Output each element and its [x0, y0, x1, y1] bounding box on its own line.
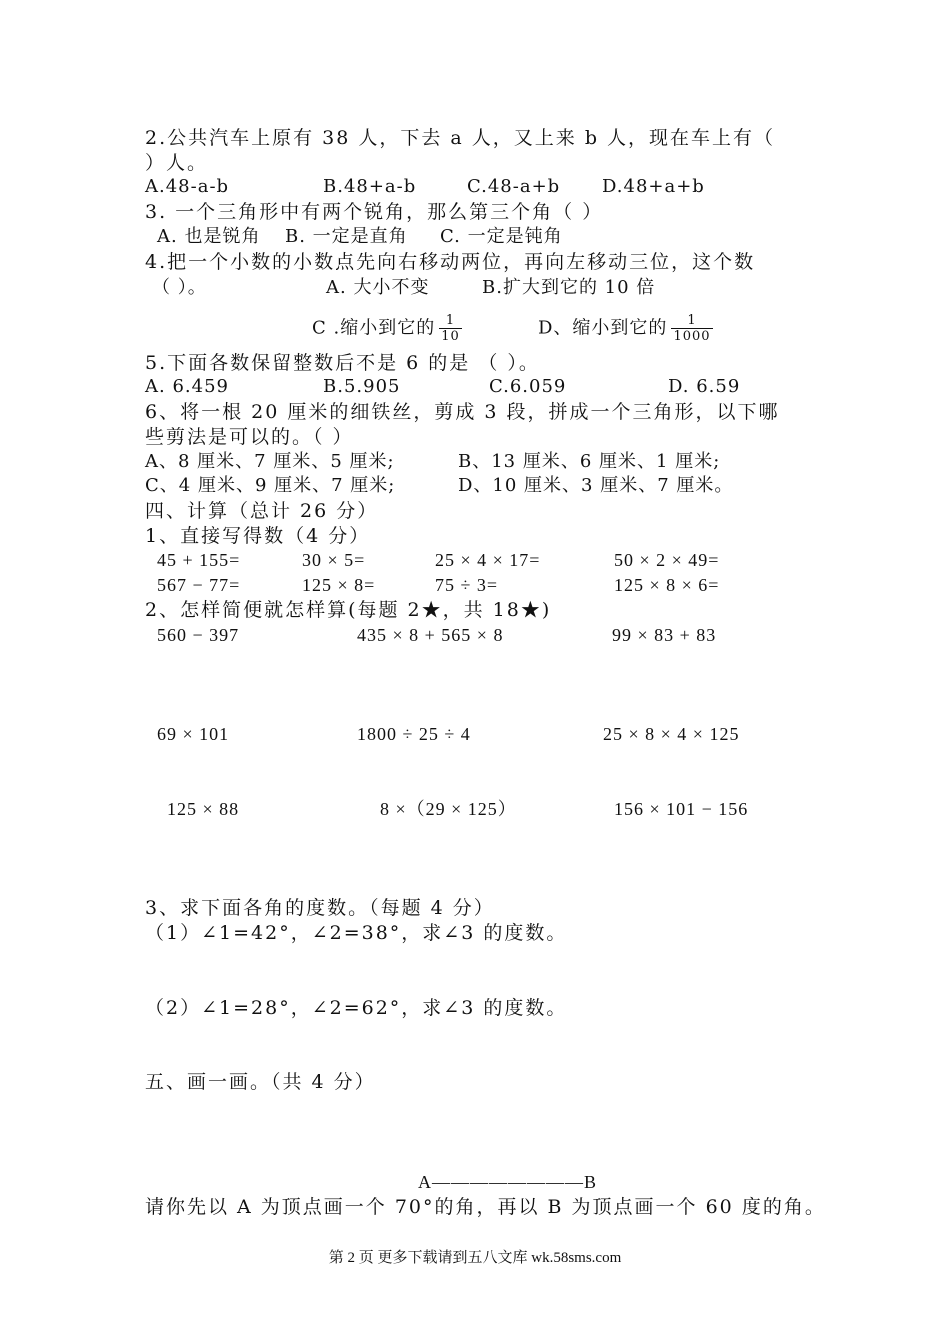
angle-question-2: （2）∠1=28°，∠2=62°，求∠3 的度数。 — [145, 997, 568, 1019]
simplify-calc-item: 8 ×（29 × 125） — [380, 799, 517, 819]
section4-part2-title: 2、怎样简便就怎样算(每题 2★，共 18★) — [145, 599, 552, 621]
drawing-instruction: 请你先以 A 为顶点画一个 70°的角，再以 B 为顶点画一个 60 度的角。 — [145, 1196, 826, 1218]
fraction-1-1000 — [671, 313, 712, 344]
page-footer: 第 2 页 更多下载请到五八文库 wk.58sms.com — [328, 1250, 622, 1266]
q4-option-c-text: C .缩小到它的 — [312, 317, 436, 339]
q4-option-d — [538, 313, 713, 344]
simplify-calc-item: 435 × 8 + 565 × 8 — [357, 625, 504, 645]
q6-option-a: A、8 厘米、7 厘米、5 厘米; — [145, 451, 395, 472]
q6-option-c: C、4 厘米、9 厘米、7 厘米; — [145, 475, 396, 496]
q6-stem-line2: 些剪法是可以的。（ ） — [145, 426, 354, 448]
q2-option-c: C.48-a+b — [467, 176, 561, 197]
q4-option-a: A. 大小不变 — [326, 277, 430, 298]
simplify-calc-item: 25 × 8 × 4 × 125 — [603, 724, 740, 744]
simplify-calc-item: 156 × 101 − 156 — [614, 799, 749, 819]
q2-option-d: D.48+a+b — [602, 176, 705, 197]
q4-paren: （ ）。 — [152, 277, 207, 298]
mental-calc-item: 75 ÷ 3= — [435, 575, 499, 595]
q6-option-d: D、10 厘米、3 厘米、7 厘米。 — [458, 475, 734, 496]
fraction-denominator: 1000 — [673, 329, 711, 344]
simplify-calc-item: 1800 ÷ 25 ÷ 4 — [357, 724, 471, 744]
mental-calc-item: 125 × 8= — [302, 575, 376, 595]
fraction-numerator: 1 — [671, 313, 712, 329]
q4-stem: 4.把一个小数的小数点先向右移动两位，再向左移动三位，这个数 — [145, 251, 756, 273]
q6-stem-line1: 6、将一根 20 厘米的细铁丝，剪成 3 段，拼成一个三角形，以下哪 — [145, 401, 780, 423]
q5-option-c: C.6.059 — [489, 376, 567, 397]
section4-title: 四、计算（总计 26 分） — [145, 500, 379, 522]
q5-option-a: A. 6.459 — [145, 376, 229, 397]
mental-calc-item: 125 × 8 × 6= — [614, 575, 720, 595]
q4-option-c — [312, 313, 462, 344]
segment-ab: A————————B — [418, 1172, 598, 1192]
q5-option-d: D. 6.59 — [668, 376, 741, 397]
q4-option-d-text: D、缩小到它的 — [538, 317, 668, 339]
q5-option-b: B.5.905 — [323, 376, 401, 397]
simplify-calc-item: 125 × 88 — [167, 799, 240, 819]
mental-calc-item: 30 × 5= — [302, 550, 366, 570]
section4-part3-title: 3、求下面各角的度数。（每题 4 分） — [145, 897, 495, 919]
q4-option-b: B.扩大到它的 10 倍 — [482, 277, 656, 298]
mental-calc-item: 50 × 2 × 49= — [614, 550, 720, 570]
mental-calc-item: 25 × 4 × 17= — [435, 550, 541, 570]
section5-title: 五、画一画。（共 4 分） — [145, 1071, 376, 1093]
section4-part1-title: 1、直接写得数（4 分） — [145, 525, 371, 547]
q3-option-c: C. 一定是钝角 — [440, 226, 563, 247]
fraction-numerator: 1 — [439, 313, 462, 329]
q3-stem: 3. 一个三角形中有两个锐角，那么第三个角（ ） — [145, 201, 604, 223]
q2-option-a: A.48-a-b — [145, 176, 230, 197]
q5-stem: 5.下面各数保留整数后不是 6 的是 （ ）。 — [145, 352, 540, 374]
simplify-calc-item: 69 × 101 — [157, 724, 230, 744]
fraction-denominator: 10 — [441, 329, 460, 344]
q3-option-a: A. 也是锐角 — [157, 226, 261, 247]
simplify-calc-item: 99 × 83 + 83 — [612, 625, 717, 645]
mental-calc-item: 45 + 155= — [157, 550, 241, 570]
q2-stem-line2: ）人。 — [145, 152, 209, 174]
mental-calc-item: 567 − 77= — [157, 575, 241, 595]
fraction-1-10 — [439, 313, 462, 344]
q3-option-b: B. 一定是直角 — [285, 226, 408, 247]
q2-option-b: B.48+a-b — [323, 176, 417, 197]
simplify-calc-item: 560 − 397 — [157, 625, 240, 645]
q6-option-b: B、13 厘米、6 厘米、1 厘米; — [458, 451, 721, 472]
q2-stem-line1: 2.公共汽车上原有 38 人，下去 a 人，又上来 b 人，现在车上有（ — [145, 127, 776, 149]
angle-question-1: （1）∠1=42°，∠2=38°，求∠3 的度数。 — [145, 922, 568, 944]
